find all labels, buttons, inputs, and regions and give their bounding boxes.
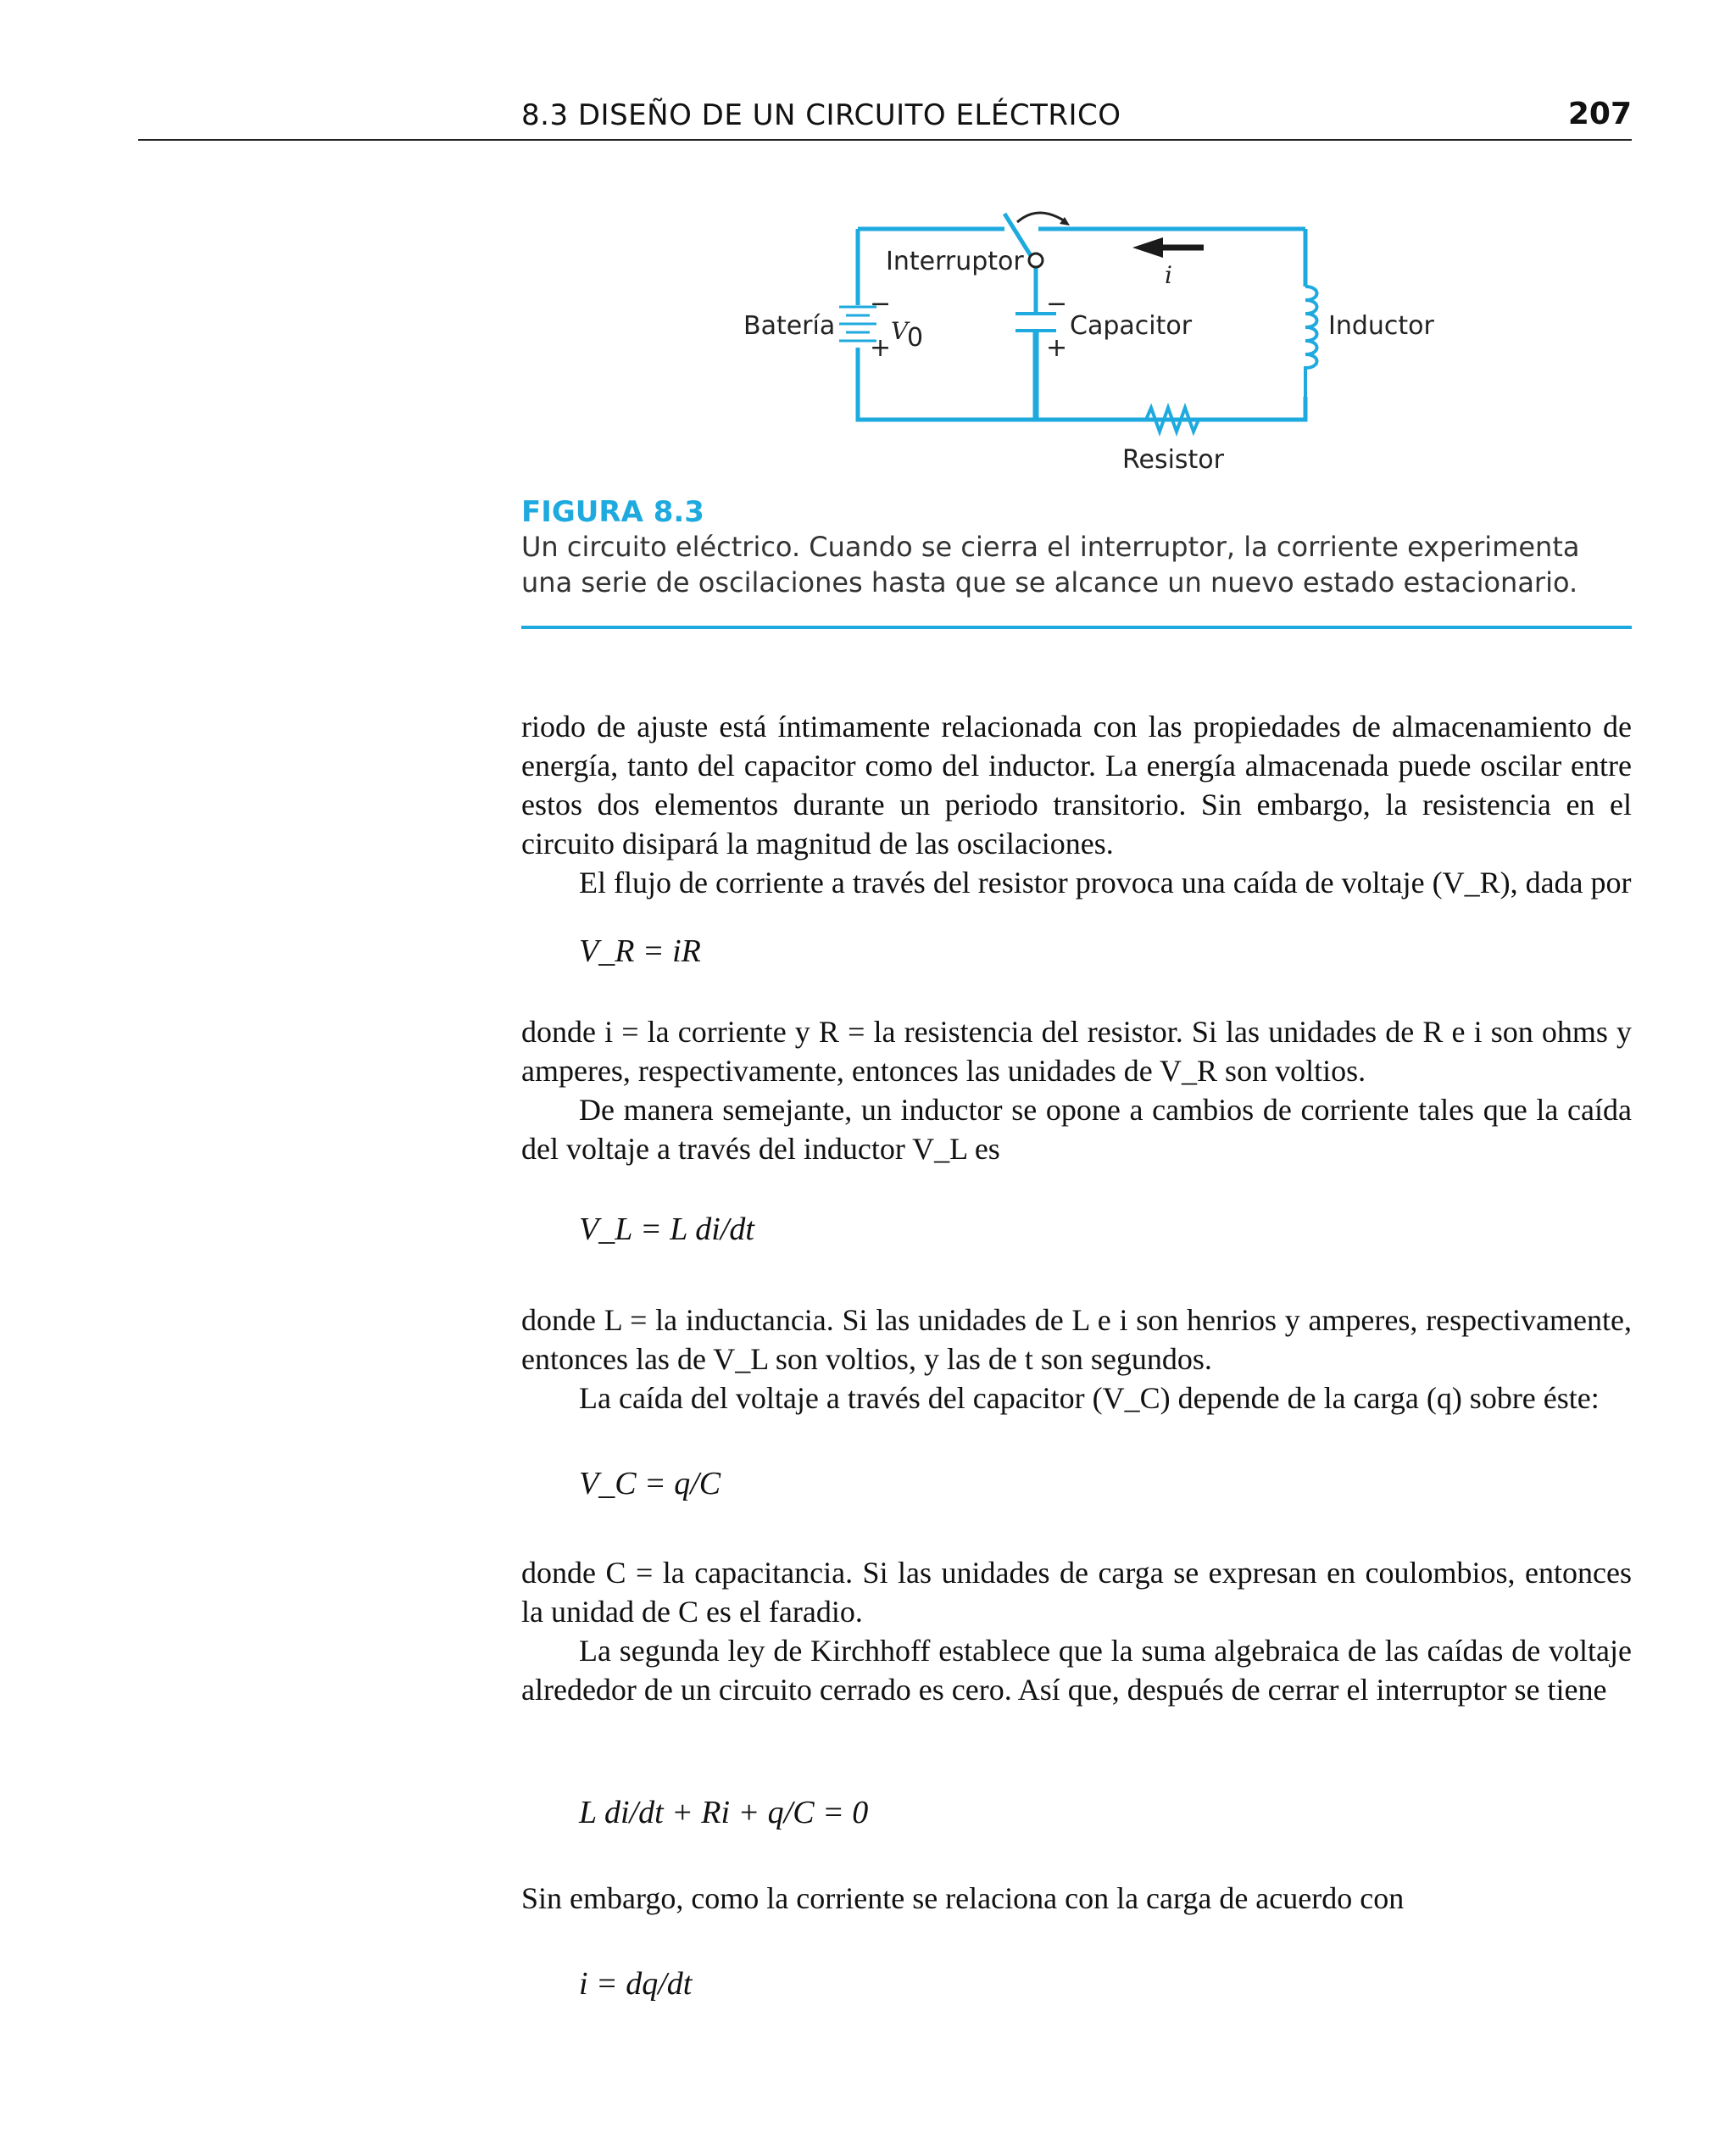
- equation-current: i = dq/dt: [579, 1966, 693, 2002]
- battery-minus: −: [870, 289, 892, 319]
- switch-pivot: [1029, 253, 1043, 267]
- battery-label: Batería: [743, 311, 836, 341]
- voltage-label: V: [891, 317, 909, 345]
- resistor-label: Resistor: [1122, 445, 1224, 475]
- paragraph-7: donde C = la capacitancia. Si las unidades de carga se expresan en coulombios, entonces la unidad de C es el faradio.: [521, 1556, 1632, 1629]
- paragraph-2: El flujo de corriente a través del resistor provoca una caída de voltaje (V_R), dada por: [579, 866, 1632, 900]
- current-label: i: [1165, 261, 1172, 289]
- capacitor-plus: +: [1046, 333, 1068, 363]
- battery-plus: +: [870, 333, 892, 363]
- current-arrowhead-icon: [1132, 237, 1163, 258]
- paragraph-3: donde i = la corriente y R = la resistencia del resistor. Si las unidades de R e i son ohms y amperes, respectivamente, entonces las unidades de V_R son voltios.: [521, 1015, 1632, 1088]
- paragraph-6: La caída del voltaje a través del capacitor (V_C) depende de la carga (q) sobre éste:: [579, 1381, 1600, 1415]
- paragraph-9: Sin embargo, como la corriente se relaciona con la carga de acuerdo con: [521, 1881, 1405, 1915]
- paragraph-1: riodo de ajuste está íntimamente relacionada con las propiedades de almacenamiento de energía, tanto del capacitor como del inductor. La energía almacenada puede oscilar entre estos dos elementos durante un periodo transitorio. Sin embargo, la resistencia en el circuito disipará la magnitud de las oscilaciones.: [521, 710, 1632, 861]
- caption-rule: [521, 626, 1632, 629]
- paragraph-8: La segunda ley de Kirchhoff establece que la suma algebraica de las caídas de voltaje alrededor de un circuito cerrado es cero. Así que, después de cerrar el interruptor se tiene: [521, 1634, 1632, 1707]
- equation-vc: V_C = q/C: [579, 1466, 721, 1501]
- equation-vr: V_R = iR: [579, 933, 701, 969]
- paragraph-5: donde L = la inductancia. Si las unidades de L e i son henrios y amperes, respectivamente, entonces las de V_L son voltios, y las de t son segundos.: [521, 1303, 1632, 1376]
- capacitor-label: Capacitor: [1070, 311, 1193, 341]
- inductor-label: Inductor: [1328, 311, 1434, 341]
- equation-vl: V_L = L di/dt: [579, 1211, 754, 1247]
- capacitor-minus: −: [1046, 289, 1068, 319]
- switch-label: Interruptor: [886, 247, 1024, 276]
- page-number: 207: [1567, 97, 1632, 131]
- inductor-coil: [1305, 287, 1317, 397]
- figure-caption-title: FIGURA 8.3: [521, 495, 704, 529]
- switch-arrow-icon: [1017, 213, 1066, 222]
- paragraph-4: De manera semejante, un inductor se opone a cambios de corriente tales que la caída del voltaje a través del inductor V_L es: [521, 1093, 1632, 1166]
- equation-kirchhoff: L di/dt + Ri + q/C = 0: [579, 1795, 869, 1830]
- voltage-subscript: 0: [907, 323, 924, 353]
- section-title: 8.3 DISEÑO DE UN CIRCUITO ELÉCTRICO: [521, 98, 1121, 132]
- figure-caption-text: Un circuito eléctrico. Cuando se cierra el interruptor, la corriente experimenta una serie de oscilaciones hasta que se alcance un nuevo estado estacionario.: [521, 531, 1580, 599]
